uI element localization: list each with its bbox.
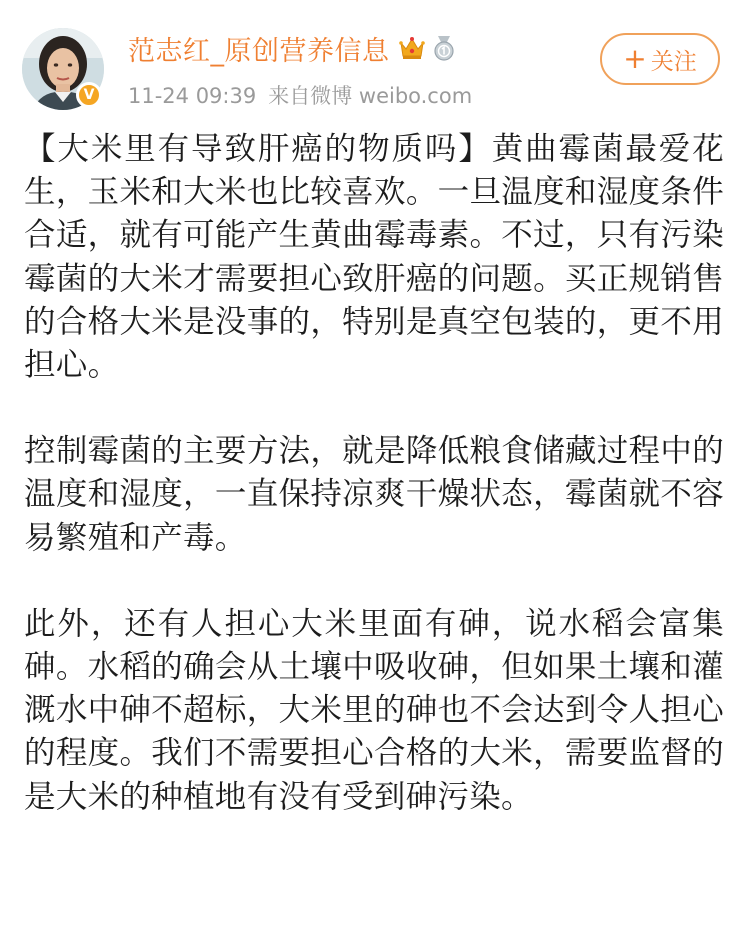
- post-meta: [128, 80, 472, 110]
- username-row: [128, 30, 456, 66]
- post-content: [24, 128, 724, 819]
- post-source[interactable]: 来自微博 weibo.com: [268, 84, 473, 108]
- follow-button[interactable]: [600, 33, 720, 85]
- author-name[interactable]: 范志红_原创营养信息: [128, 35, 390, 67]
- crown-icon[interactable]: [398, 35, 426, 61]
- post-header: [0, 0, 746, 110]
- medal-icon[interactable]: [432, 35, 456, 61]
- follow-label: 关注: [650, 48, 697, 75]
- post-paragraph-2: 控制霉菌的主要方法，就是降低粮食储藏过程中的温度和湿度，一直保持凉爽干燥状态，霉菌就不容易繁殖和产毒。: [24, 433, 724, 556]
- verified-badge: [76, 82, 102, 108]
- plus-icon: +: [623, 42, 647, 75]
- verified-badge-letter: V: [83, 87, 95, 103]
- post-paragraph-1: 【大米里有导致肝癌的物质吗】黄曲霉菌最爱花生，玉米和大米也比较喜欢。一旦温度和湿度条件合适，就有可能产生黄曲霉毒素。不过，只有污染霉菌的大米才需要担心致肝癌的问题。买正规销售的合格大米是没事的，特别是真空包装的，更不用担心。: [24, 131, 724, 384]
- post-time: 11-24 09:39: [128, 84, 257, 108]
- post-paragraph-3: 此外，还有人担心大米里面有砷，说水稻会富集砷。水稻的确会从土壤中吸收砷，但如果土壤和灌溉水中砷不超标，大米里的砷也不会达到令人担心的程度。我们不需要担心合格的大米，需要监督的是大米的种植地有没有受到砷污染。: [24, 605, 724, 815]
